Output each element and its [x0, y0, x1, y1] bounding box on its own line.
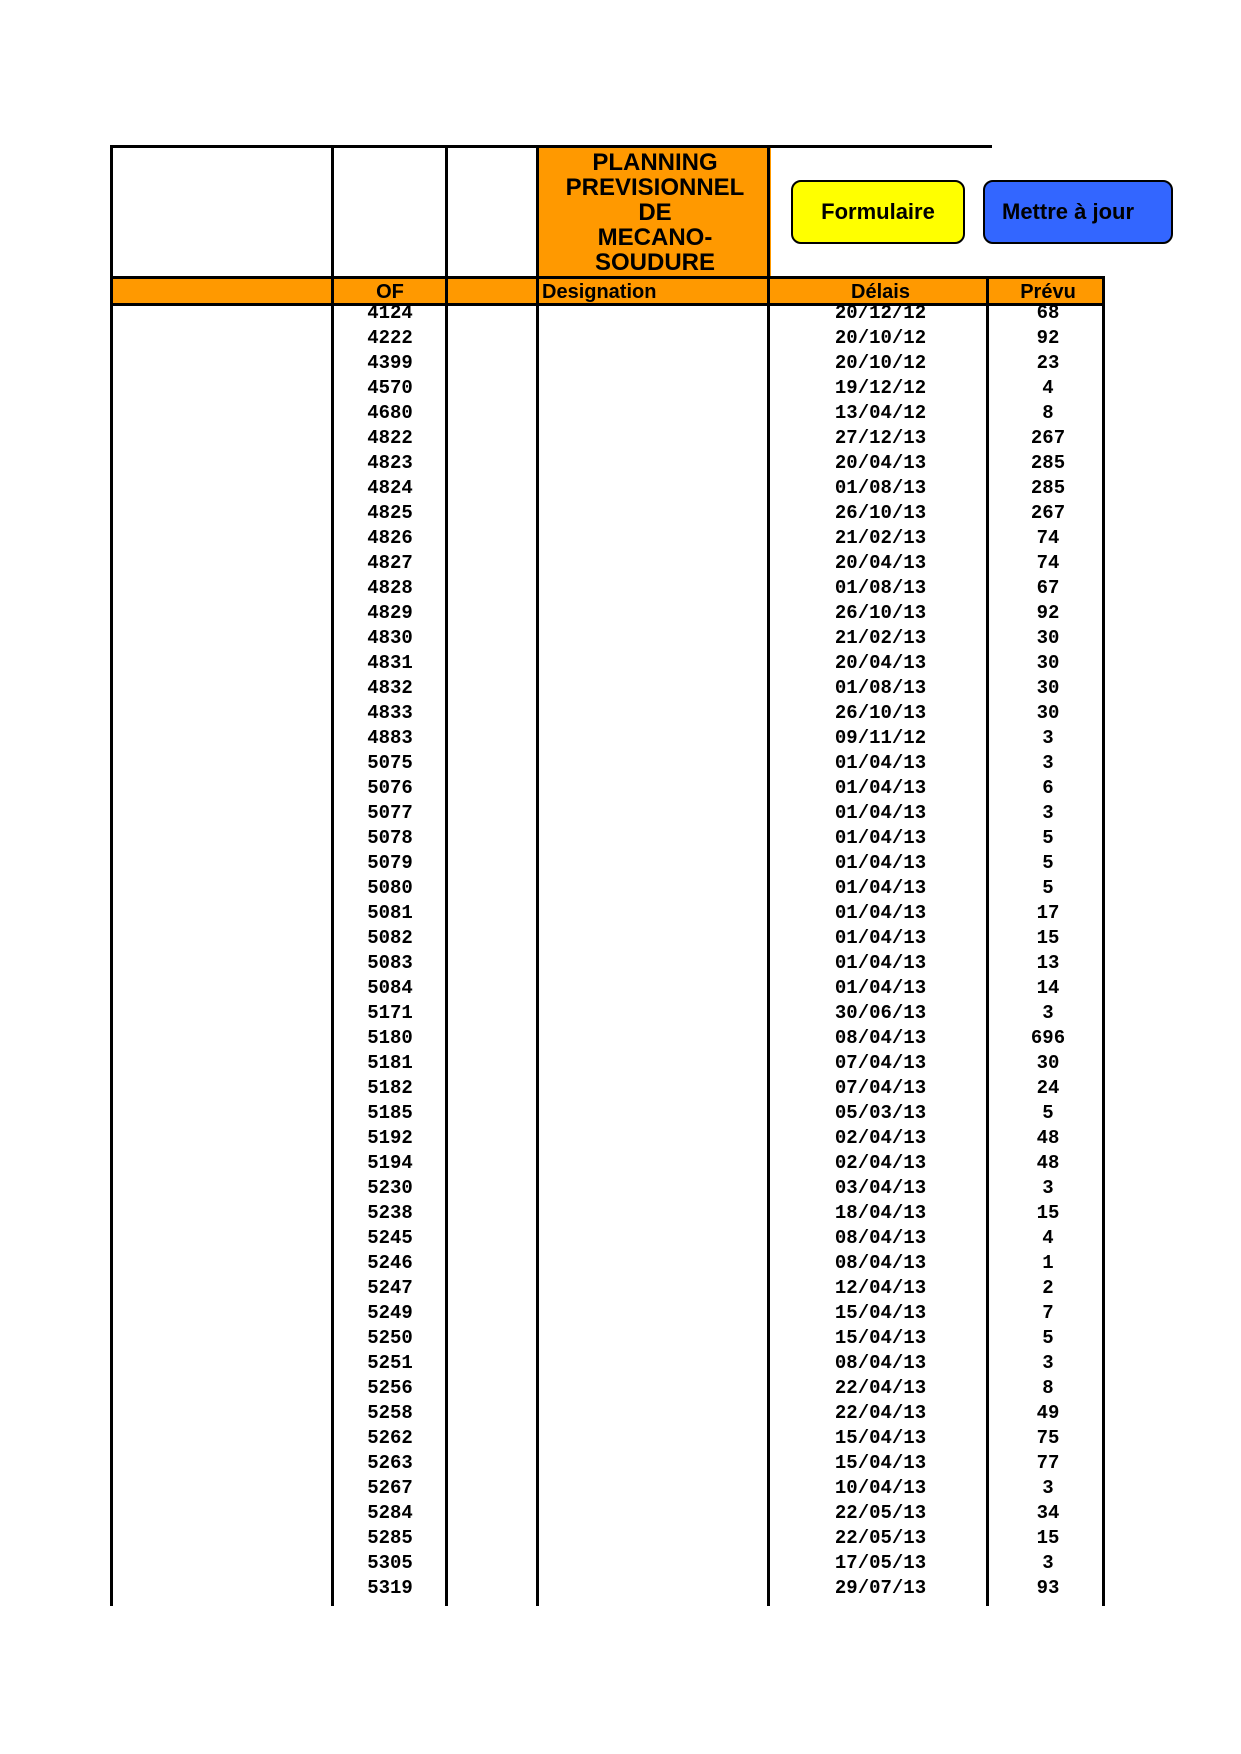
delais-cell: 12/04/13: [834, 1277, 927, 1299]
table-row: [0, 1576, 1241, 1601]
delais-cell: 20/12/12: [834, 302, 927, 324]
table-row: [0, 1551, 1241, 1576]
of-cell: 5285: [367, 1527, 413, 1549]
table-row: [0, 776, 1241, 801]
delais-cell: 27/12/13: [834, 427, 927, 449]
table-row: [0, 726, 1241, 751]
page-title: PLANNING PREVISIONNEL DE MECANO- SOUDURE: [565, 148, 745, 276]
of-cell: 4829: [367, 602, 413, 624]
prevu-cell: 5: [1042, 1102, 1054, 1124]
prevu-cell: 49: [1036, 1402, 1060, 1424]
table-row: [0, 301, 1241, 326]
table-row: [0, 951, 1241, 976]
delais-cell: 01/04/13: [834, 927, 927, 949]
delais-cell: 15/04/13: [834, 1427, 927, 1449]
of-cell: 5256: [367, 1377, 413, 1399]
delais-cell: 29/07/13: [834, 1577, 927, 1599]
delais-cell: 08/04/13: [834, 1227, 927, 1249]
prevu-cell: 48: [1036, 1127, 1060, 1149]
table-row: [0, 451, 1241, 476]
delais-cell: 02/04/13: [834, 1152, 927, 1174]
prevu-cell: 30: [1036, 677, 1060, 699]
prevu-cell: 3: [1042, 1177, 1054, 1199]
table-row: [0, 576, 1241, 601]
table-row: [0, 901, 1241, 926]
table-row: [0, 1051, 1241, 1076]
of-cell: 5171: [367, 1002, 413, 1024]
delais-cell: 08/04/13: [834, 1352, 927, 1374]
of-cell: 4823: [367, 452, 413, 474]
delais-cell: 22/04/13: [834, 1377, 927, 1399]
prevu-cell: 74: [1036, 527, 1060, 549]
table-row: [0, 1076, 1241, 1101]
of-cell: 4833: [367, 702, 413, 724]
of-cell: 4124: [367, 302, 413, 324]
of-cell: 5262: [367, 1427, 413, 1449]
of-cell: 5077: [367, 802, 413, 824]
of-cell: 5284: [367, 1502, 413, 1524]
prevu-cell: 285: [1030, 477, 1066, 499]
prevu-cell: 34: [1036, 1502, 1060, 1524]
of-cell: 5075: [367, 752, 413, 774]
delais-cell: 17/05/13: [834, 1552, 927, 1574]
delais-cell: 01/04/13: [834, 852, 927, 874]
table-row: [0, 1026, 1241, 1051]
prevu-cell: 30: [1036, 1052, 1060, 1074]
prevu-cell: 15: [1036, 1202, 1060, 1224]
table-row: [0, 976, 1241, 1001]
prevu-cell: 92: [1036, 602, 1060, 624]
of-cell: 5180: [367, 1027, 413, 1049]
of-cell: 5250: [367, 1327, 413, 1349]
delais-cell: 21/02/13: [834, 627, 927, 649]
prevu-cell: 30: [1036, 702, 1060, 724]
table-row: [0, 926, 1241, 951]
table-row: [0, 1201, 1241, 1226]
prevu-cell: 74: [1036, 552, 1060, 574]
prevu-cell: 3: [1042, 727, 1054, 749]
of-cell: 5078: [367, 827, 413, 849]
table-row: [0, 551, 1241, 576]
table-row: [0, 626, 1241, 651]
of-cell: 4222: [367, 327, 413, 349]
of-cell: 4680: [367, 402, 413, 424]
prevu-cell: 93: [1036, 1577, 1060, 1599]
delais-cell: 21/02/13: [834, 527, 927, 549]
of-cell: 5251: [367, 1352, 413, 1374]
table-row: [0, 1301, 1241, 1326]
of-cell: 5081: [367, 902, 413, 924]
table-row: [0, 651, 1241, 676]
of-cell: 5182: [367, 1077, 413, 1099]
prevu-cell: 3: [1042, 1477, 1054, 1499]
prevu-cell: 267: [1030, 502, 1066, 524]
table-row: [0, 1401, 1241, 1426]
of-cell: 4883: [367, 727, 413, 749]
prevu-cell: 13: [1036, 952, 1060, 974]
prevu-cell: 4: [1042, 1227, 1054, 1249]
prevu-cell: 15: [1036, 927, 1060, 949]
table-row: [0, 1151, 1241, 1176]
table-row: [0, 1001, 1241, 1026]
prevu-cell: 7: [1042, 1302, 1054, 1324]
prevu-cell: 24: [1036, 1077, 1060, 1099]
of-cell: 5238: [367, 1202, 413, 1224]
table-row: [0, 1526, 1241, 1551]
table-row: [0, 501, 1241, 526]
delais-cell: 30/06/13: [834, 1002, 927, 1024]
of-cell: 4830: [367, 627, 413, 649]
delais-cell: 26/10/13: [834, 502, 927, 524]
prevu-cell: 30: [1036, 627, 1060, 649]
of-cell: 4827: [367, 552, 413, 574]
delais-cell: 01/04/13: [834, 877, 927, 899]
table-row: [0, 476, 1241, 501]
delais-cell: 08/04/13: [834, 1252, 927, 1274]
table-row: [0, 351, 1241, 376]
delais-cell: 13/04/12: [834, 402, 927, 424]
header-top-border: [110, 276, 1105, 279]
prevu-cell: 285: [1030, 452, 1066, 474]
table-row: [0, 751, 1241, 776]
update-button-clip: [983, 178, 1135, 248]
delais-cell: 01/04/13: [834, 777, 927, 799]
prevu-cell: 3: [1042, 1352, 1054, 1374]
table-row: [0, 376, 1241, 401]
prevu-cell: 17: [1036, 902, 1060, 924]
of-cell: 5319: [367, 1577, 413, 1599]
delais-cell: 20/04/13: [834, 652, 927, 674]
of-cell: 5249: [367, 1302, 413, 1324]
delais-cell: 01/08/13: [834, 477, 927, 499]
of-cell: 5305: [367, 1552, 413, 1574]
title-cell: [539, 148, 771, 276]
delais-cell: 01/04/13: [834, 827, 927, 849]
delais-cell: 01/08/13: [834, 577, 927, 599]
header-prevu: Prévu: [1020, 281, 1076, 303]
delais-cell: 01/04/13: [834, 752, 927, 774]
of-cell: 5194: [367, 1152, 413, 1174]
table-row: [0, 876, 1241, 901]
of-cell: 5076: [367, 777, 413, 799]
prevu-cell: 67: [1036, 577, 1060, 599]
prevu-cell: 1: [1042, 1252, 1054, 1274]
prevu-cell: 15: [1036, 1527, 1060, 1549]
prevu-cell: 3: [1042, 802, 1054, 824]
table-row: [0, 426, 1241, 451]
delais-cell: 01/04/13: [834, 902, 927, 924]
prevu-cell: 267: [1030, 427, 1066, 449]
of-cell: 5082: [367, 927, 413, 949]
table-row: [0, 1476, 1241, 1501]
delais-cell: 07/04/13: [834, 1077, 927, 1099]
prevu-cell: 6: [1042, 777, 1054, 799]
of-cell: 4399: [367, 352, 413, 374]
prevu-cell: 696: [1030, 1027, 1066, 1049]
table-row: [0, 1251, 1241, 1276]
of-cell: 5258: [367, 1402, 413, 1424]
prevu-cell: 5: [1042, 852, 1054, 874]
prevu-cell: 8: [1042, 402, 1054, 424]
table-row: [0, 1226, 1241, 1251]
delais-cell: 26/10/13: [834, 602, 927, 624]
delais-cell: 20/04/13: [834, 452, 927, 474]
delais-cell: 20/10/12: [834, 352, 927, 374]
header-designation: Designation: [542, 281, 657, 303]
table-row: [0, 401, 1241, 426]
of-cell: 5246: [367, 1252, 413, 1274]
prevu-cell: 30: [1036, 652, 1060, 674]
of-cell: 5079: [367, 852, 413, 874]
table-row: [0, 526, 1241, 551]
prevu-cell: 8: [1042, 1377, 1054, 1399]
delais-cell: 22/05/13: [834, 1527, 927, 1549]
delais-cell: 15/04/13: [834, 1327, 927, 1349]
prevu-cell: 5: [1042, 877, 1054, 899]
update-button[interactable]: Mettre à jour: [983, 180, 1173, 244]
table-row: [0, 851, 1241, 876]
delais-cell: 22/04/13: [834, 1402, 927, 1424]
of-cell: 5192: [367, 1127, 413, 1149]
of-cell: 5084: [367, 977, 413, 999]
delais-cell: 22/05/13: [834, 1502, 927, 1524]
delais-cell: 19/12/12: [834, 377, 927, 399]
of-cell: 5080: [367, 877, 413, 899]
table-row: [0, 1276, 1241, 1301]
delais-cell: 01/04/13: [834, 952, 927, 974]
prevu-cell: 14: [1036, 977, 1060, 999]
table-row: [0, 826, 1241, 851]
delais-cell: 02/04/13: [834, 1127, 927, 1149]
of-cell: 5263: [367, 1452, 413, 1474]
of-cell: 5247: [367, 1277, 413, 1299]
table-row: [0, 1326, 1241, 1351]
formulaire-button[interactable]: Formulaire: [791, 180, 965, 244]
of-cell: 4570: [367, 377, 413, 399]
delais-cell: 15/04/13: [834, 1302, 927, 1324]
prevu-cell: 3: [1042, 1552, 1054, 1574]
delais-cell: 18/04/13: [834, 1202, 927, 1224]
table-row: [0, 326, 1241, 351]
prevu-cell: 5: [1042, 1327, 1054, 1349]
prevu-cell: 4: [1042, 377, 1054, 399]
prevu-cell: 3: [1042, 752, 1054, 774]
prevu-cell: 77: [1036, 1452, 1060, 1474]
prevu-cell: 2: [1042, 1277, 1054, 1299]
delais-cell: 20/04/13: [834, 552, 927, 574]
of-cell: 4831: [367, 652, 413, 674]
prevu-cell: 75: [1036, 1427, 1060, 1449]
delais-cell: 08/04/13: [834, 1027, 927, 1049]
prevu-cell: 48: [1036, 1152, 1060, 1174]
of-cell: 4824: [367, 477, 413, 499]
delais-cell: 01/04/13: [834, 802, 927, 824]
header-of: OF: [376, 281, 404, 303]
table-row: [0, 1351, 1241, 1376]
table-row: [0, 1426, 1241, 1451]
prevu-cell: 3: [1042, 1002, 1054, 1024]
prevu-cell: 5: [1042, 827, 1054, 849]
delais-cell: 03/04/13: [834, 1177, 927, 1199]
delais-cell: 01/04/13: [834, 977, 927, 999]
top-border: [110, 145, 992, 148]
prevu-cell: 23: [1036, 352, 1060, 374]
table-row: [0, 1101, 1241, 1126]
table-row: [0, 676, 1241, 701]
of-cell: 5185: [367, 1102, 413, 1124]
delais-cell: 07/04/13: [834, 1052, 927, 1074]
delais-cell: 01/08/13: [834, 677, 927, 699]
table-row: [0, 1176, 1241, 1201]
delais-cell: 05/03/13: [834, 1102, 927, 1124]
of-cell: 4825: [367, 502, 413, 524]
of-cell: 4832: [367, 677, 413, 699]
table-row: [0, 601, 1241, 626]
table-row: [0, 1126, 1241, 1151]
table-row: [0, 701, 1241, 726]
delais-cell: 20/10/12: [834, 327, 927, 349]
prevu-cell: 92: [1036, 327, 1060, 349]
of-cell: 5181: [367, 1052, 413, 1074]
delais-cell: 10/04/13: [834, 1477, 927, 1499]
header-delais: Délais: [851, 281, 910, 303]
of-cell: 5267: [367, 1477, 413, 1499]
prevu-cell: 68: [1036, 302, 1060, 324]
table-row: [0, 1501, 1241, 1526]
of-cell: 5245: [367, 1227, 413, 1249]
delais-cell: 09/11/12: [834, 727, 927, 749]
of-cell: 4826: [367, 527, 413, 549]
of-cell: 5083: [367, 952, 413, 974]
delais-cell: 15/04/13: [834, 1452, 927, 1474]
of-cell: 4822: [367, 427, 413, 449]
of-cell: 4828: [367, 577, 413, 599]
table-row: [0, 801, 1241, 826]
delais-cell: 26/10/13: [834, 702, 927, 724]
table-row: [0, 1376, 1241, 1401]
table-row: [0, 1451, 1241, 1476]
of-cell: 5230: [367, 1177, 413, 1199]
